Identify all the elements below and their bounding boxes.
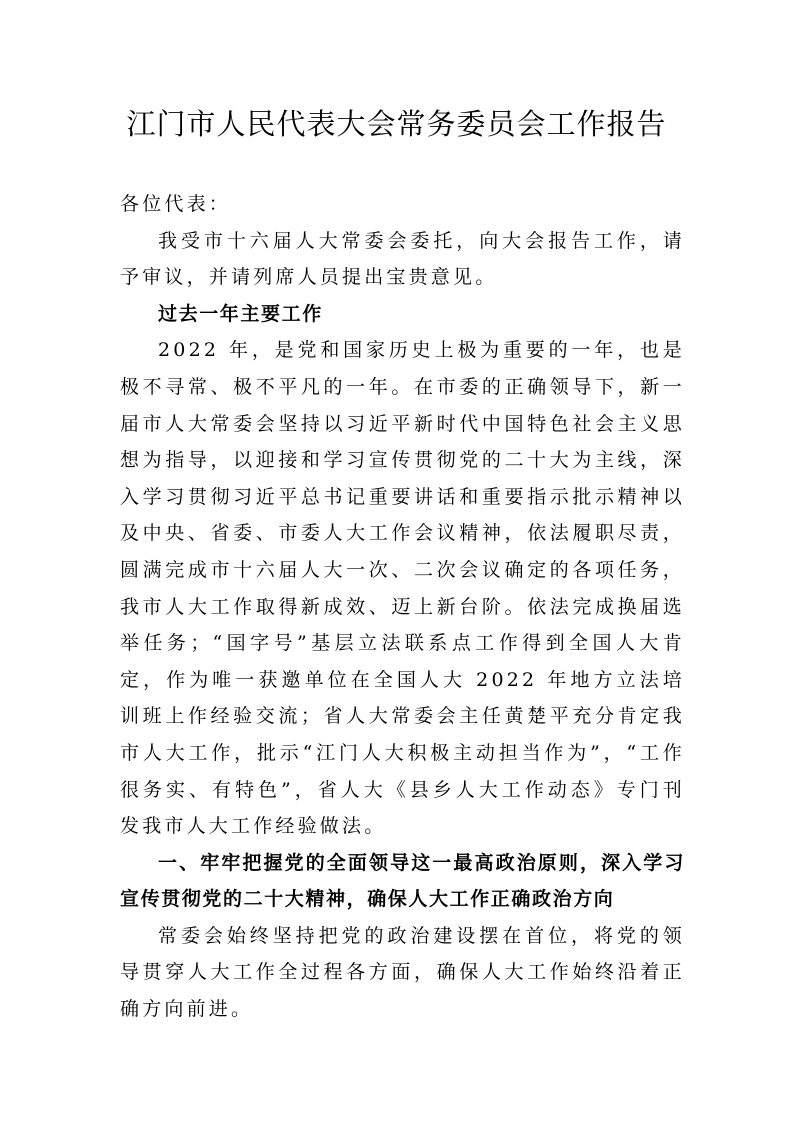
intro-paragraph: 我受市十六届人大常委会委托，向大会报告工作，请予审议，并请列席人员提出宝贵意见。 [120,229,685,289]
salutation: 各位代表： [120,193,232,215]
document-body [120,186,685,1028]
section-heading: 过去一年主要工作 [158,302,323,325]
closing-paragraph: 常委会始终坚持把党的政治建设摆在首位，将党的领导贯穿人大工作全过程各方面，确保人大工作始终沿着正确方向前进。 [120,924,685,1021]
subheading-one: 一、牢牢把握党的全面领导这一最高政治原则，深入学习宣传贯彻党的二十大精神，确保人大工作正确政治方向 [120,851,685,911]
overview-paragraph: 2022 年，是党和国家历史上极为重要的一年，也是极不寻常、极不平凡的一年。在市委的正确领导下，新一届市人大常委会坚持以习近平新时代中国特色社会主义思想为指导，以迎接和学习宣传贯彻党的二十大为主线，深入学习贯彻习近平总书记重要讲话和重要指示批示精神以及中央、省委、市委人大工作会议精神，依法履职尽责，圆满完成市十六届人大一次、二次会议确定的各项任务，我市人大工作取得新成效、迈上新台阶。依法完成换届选举任务；“国字号”基层立法联系点工作得到全国人大肯定，作为唯一获邀单位在全国人大 2022 年地方立法培训班上作经验交流；省人大常委会主任黄楚平充分肯定我市人大工作，批示“江门人大积极主动担当作为”，“工作很务实、有特色”，省人大《县乡人大工作动态》专门刊发我市人大工作经验做法。 [120,339,685,838]
document-title: 江门市人民代表大会常务委员会工作报告 [126,107,667,141]
